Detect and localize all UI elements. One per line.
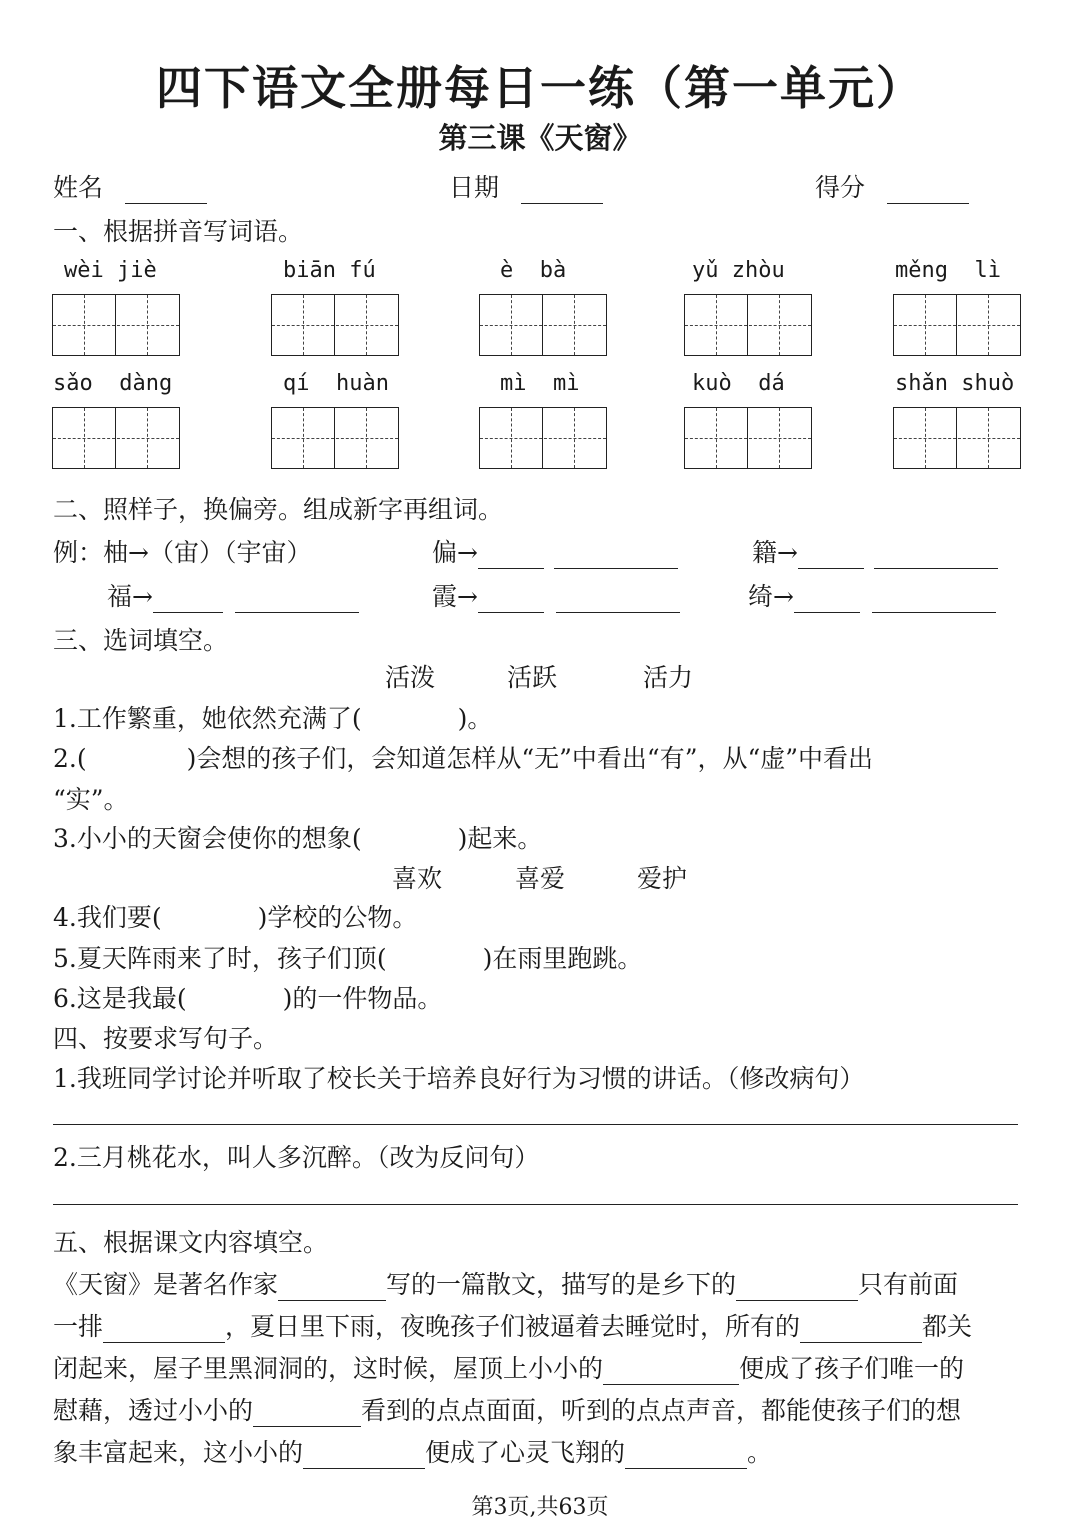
- new-char-blank[interactable]: [794, 586, 860, 613]
- pinyin-label: wèi jiè: [64, 258, 157, 283]
- cloze-line: 一排 ，夏日里下雨，夜晚孩子们被逼着去睡觉时，所有的 都关: [53, 1312, 973, 1341]
- new-word-blank[interactable]: [554, 542, 678, 569]
- section1-heading: 一、根据拼音写词语。: [53, 217, 304, 246]
- cloze-blank[interactable]: [736, 1274, 858, 1301]
- cloze-blank[interactable]: [603, 1358, 739, 1385]
- new-word-blank[interactable]: [556, 586, 680, 613]
- new-char-blank[interactable]: [798, 542, 864, 569]
- new-char-blank[interactable]: [153, 586, 223, 613]
- name-blank[interactable]: [125, 177, 207, 204]
- word-choice: 活力: [643, 663, 694, 692]
- pinyin-label: qí huàn: [283, 371, 389, 396]
- question-2: 2.( )会想的孩子们，会知道怎样从“无”中看出“有”，从“虚”中看出: [53, 744, 874, 773]
- pinyin-label: mì mì: [500, 371, 580, 396]
- page-title: 四下语文全册每日一练（第一单元）: [156, 61, 924, 115]
- radical-item: [432, 533, 678, 569]
- cloze-blank[interactable]: [625, 1442, 747, 1469]
- new-char-blank[interactable]: [478, 542, 544, 569]
- question-2-cont: “实”。: [53, 785, 129, 814]
- cloze-blank[interactable]: [278, 1274, 386, 1301]
- lesson-subtitle: 第三课《天窗》: [438, 121, 642, 155]
- cloze-blank[interactable]: [103, 1316, 225, 1343]
- sentence-task-2: 2.三月桃花水，叫人多沉醉。（改为反问句）: [53, 1143, 540, 1172]
- example-line: 例：柚→（宙）（宇宙）: [53, 538, 312, 567]
- new-word-blank[interactable]: [235, 586, 359, 613]
- name-label: 姓名: [53, 173, 104, 202]
- writing-grid[interactable]: [271, 294, 399, 356]
- radical-char: 绮→: [748, 582, 794, 611]
- radical-char: 霞→: [432, 582, 478, 611]
- score-label: 得分: [815, 173, 866, 202]
- writing-grid[interactable]: [684, 294, 812, 356]
- cloze-line: 慰藉，透过小小的 看到的点点面面，听到的点点声音，都能使孩子们的想: [53, 1396, 962, 1425]
- new-char-blank[interactable]: [478, 586, 544, 613]
- page-number: 第3页,共63页: [471, 1495, 609, 1520]
- question-5: 5.夏天阵雨来了时，孩子们顶( )在雨里跑跳。: [53, 944, 643, 973]
- writing-grid[interactable]: [479, 407, 607, 469]
- section3-heading: 三、选词填空。: [53, 626, 229, 655]
- question-4: 4.我们要( )学校的公物。: [53, 903, 418, 932]
- pinyin-label: è bà: [500, 258, 567, 283]
- word-choice: 喜欢: [392, 864, 443, 893]
- sentence-task-1: 1.我班同学讨论并听取了校长关于培养良好行为习惯的讲话。（修改病句）: [53, 1064, 865, 1093]
- cloze-blank[interactable]: [303, 1442, 425, 1469]
- radical-char: 偏→: [432, 538, 478, 567]
- cloze-line: 《天窗》是著名作家 写的一篇散文，描写的是乡下的 只有前面: [53, 1270, 959, 1299]
- question-1: 1.工作繁重，她依然充满了( )。: [53, 704, 493, 733]
- word-choice: 活泼: [385, 663, 436, 692]
- new-word-blank[interactable]: [872, 586, 996, 613]
- pinyin-label: měng lì: [895, 258, 1001, 283]
- word-choice: 爱护: [637, 864, 688, 893]
- radical-item: [752, 533, 998, 569]
- writing-grid[interactable]: [684, 407, 812, 469]
- radical-item: [432, 577, 680, 613]
- score-blank[interactable]: [887, 177, 969, 204]
- section4-heading: 四、按要求写句子。: [53, 1024, 279, 1053]
- pinyin-label: shǎn shuò: [895, 371, 1015, 396]
- writing-grid[interactable]: [271, 407, 399, 469]
- radical-char: 福→: [107, 582, 153, 611]
- radical-item: [107, 577, 359, 613]
- answer-line[interactable]: [53, 1204, 1018, 1205]
- section5-heading: 五、根据课文内容填空。: [53, 1228, 329, 1257]
- date-blank[interactable]: [521, 177, 603, 204]
- pinyin-label: sǎo dàng: [53, 371, 173, 396]
- writing-grid[interactable]: [893, 294, 1021, 356]
- word-choice: 喜爱: [515, 864, 566, 893]
- cloze-line: 闭起来，屋子里黑洞洞的，这时候，屋顶上小小的 便成了孩子们唯一的: [53, 1354, 965, 1383]
- writing-grid[interactable]: [893, 407, 1021, 469]
- radical-item: [748, 577, 996, 613]
- pinyin-label: biān fú: [283, 258, 376, 283]
- writing-grid[interactable]: [52, 294, 180, 356]
- word-choice: 活跃: [507, 663, 558, 692]
- cloze-line: 象丰富起来，这小小的 便成了心灵飞翔的 。: [53, 1438, 773, 1467]
- score-field: [815, 168, 969, 204]
- question-3: 3.小小的天窗会使你的想象( )起来。: [53, 824, 543, 853]
- cloze-blank[interactable]: [253, 1400, 361, 1427]
- date-label: 日期: [449, 173, 500, 202]
- cloze-blank[interactable]: [800, 1316, 922, 1343]
- radical-char: 籍→: [752, 538, 798, 567]
- pinyin-label: kuò dá: [692, 371, 785, 396]
- pinyin-label: yǔ zhòu: [692, 258, 785, 283]
- question-6: 6.这是我最( )的一件物品。: [53, 984, 443, 1013]
- writing-grid[interactable]: [479, 294, 607, 356]
- new-word-blank[interactable]: [874, 542, 998, 569]
- date-field: [449, 168, 603, 204]
- section2-heading: 二、照样子，换偏旁。组成新字再组词。: [53, 495, 504, 524]
- writing-grid[interactable]: [52, 407, 180, 469]
- answer-line[interactable]: [53, 1124, 1018, 1125]
- name-field: [53, 168, 207, 204]
